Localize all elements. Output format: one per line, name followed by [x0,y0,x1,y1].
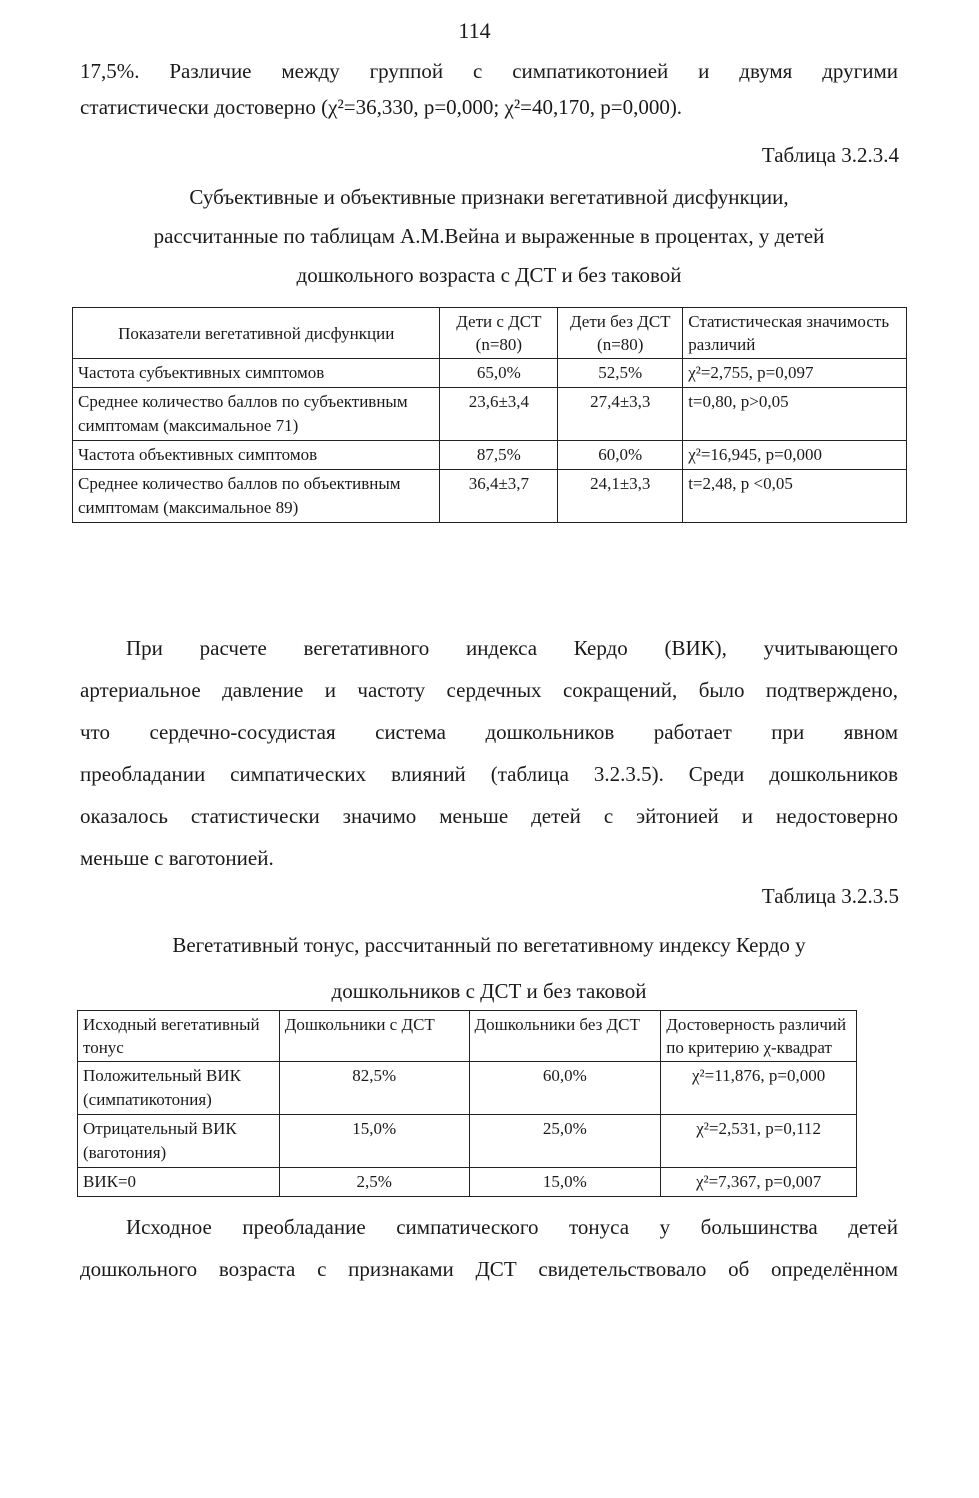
table-cell: 60,0% [558,441,683,470]
table-row [78,1168,857,1197]
table-cell: t=0,80, р>0,05 [683,388,907,441]
table-cell: Частота субъективных симптомов [73,359,440,388]
paragraph-line: преобладании симпатических влияний (таблица 3.2.3.5). Среди дошкольников [80,762,898,786]
vegetative-tone-table [77,1010,857,1197]
table-cell: 24,1±3,3 [558,470,683,523]
paragraph-line: При расчете вегетативного индекса Кердо (ВИК), учитывающего [126,636,898,660]
caption-line: дошкольного возраста с ДСТ и без таковой [296,263,682,287]
table-cell: χ²=11,876, р=0,000 [661,1062,857,1115]
table-cell: 52,5% [558,359,683,388]
table-cell: Частота объективных симптомов [73,441,440,470]
table-cell: 60,0% [469,1062,661,1115]
table-cell: t=2,48, р <0,05 [683,470,907,523]
table-cell: Среднее количество баллов по объективным симптомам (максимальное 89) [73,470,440,523]
closing-paragraph [80,1206,898,1290]
table-cell: 2,5% [279,1168,469,1197]
table-cell: χ²=2,531, р=0,112 [661,1115,857,1168]
table-cell: 15,0% [279,1115,469,1168]
column-header: Исходный вегетативный тонус [78,1011,280,1062]
middle-paragraph [80,627,898,879]
paragraph-line: оказалось статистически значимо меньше детей с эйтонией и недостоверно [80,804,898,828]
table-cell: 82,5% [279,1062,469,1115]
table-label: Таблица 3.2.3.4 [761,143,899,167]
column-header: Дети без ДСТ (n=80) [558,308,683,359]
paragraph-line: меньше с ваготонией. [80,846,274,870]
column-header: Дошкольники с ДСТ [279,1011,469,1062]
table-cell: 87,5% [440,441,558,470]
table-cell: ВИК=0 [78,1168,280,1197]
table-cell: Среднее количество баллов по субъективным симптомам (максимальное 71) [73,388,440,441]
table-header-row [73,308,907,359]
caption-line: Субъективные и объективные признаки вегетативной дисфункции, [189,185,789,209]
table-cell: 25,0% [469,1115,661,1168]
paragraph-line: что сердечно-сосудистая система дошкольников работает при явном [80,720,898,744]
table-row [78,1115,857,1168]
caption-line: рассчитанные по таблицам А.М.Вейна и выраженные в процентах, у детей [153,224,825,248]
paragraph-line: Исходное преобладание симпатического тонуса у большинства детей [126,1215,898,1239]
column-header: Достоверность различий по критерию χ-квадрат [661,1011,857,1062]
caption-line: дошкольников с ДСТ и без таковой [331,979,647,1003]
column-header: Показатели вегетативной дисфункции [73,308,440,359]
table-header-row [78,1011,857,1062]
table-cell: 27,4±3,3 [558,388,683,441]
table-caption [80,178,898,295]
table-cell: Отрицательный ВИК (ваготония) [78,1115,280,1168]
table-caption [80,922,898,1014]
table-row [73,441,907,470]
paragraph-line: 17,5%. Различие между группой с симпатикотонией и двумя другими [80,59,898,83]
table-cell: χ²=16,945, р=0,000 [683,441,907,470]
table-row [73,470,907,523]
column-header: Дети с ДСТ (n=80) [440,308,558,359]
table-cell: 36,4±3,7 [440,470,558,523]
paragraph-line: статистически достоверно (χ²=36,330, р=0,000; χ²=40,170, р=0,000). [80,95,683,119]
table-row [73,359,907,388]
column-header: Статистическая значимость различий [683,308,907,359]
paragraph-line: артериальное давление и частоту сердечных сокращений, было подтверждено, [80,678,898,702]
table-cell: 65,0% [440,359,558,388]
column-header: Дошкольники без ДСТ [469,1011,661,1062]
intro-paragraph [80,53,898,125]
table-cell: χ²=7,367, р=0,007 [661,1168,857,1197]
caption-line: Вегетативный тонус, рассчитанный по вегетативному индексу Кердо у [172,933,806,957]
table-row [78,1062,857,1115]
table-cell: 15,0% [469,1168,661,1197]
page-number: 114 [458,18,491,43]
table-label: Таблица 3.2.3.5 [761,884,899,908]
table-cell: χ²=2,755, р=0,097 [683,359,907,388]
autonomic-dysfunction-table [72,307,907,523]
table-cell: Положительный ВИК (симпатикотония) [78,1062,280,1115]
paragraph-line: дошкольного возраста с признаками ДСТ свидетельствовало об определённом [80,1257,898,1281]
table-cell: 23,6±3,4 [440,388,558,441]
table-row [73,388,907,441]
